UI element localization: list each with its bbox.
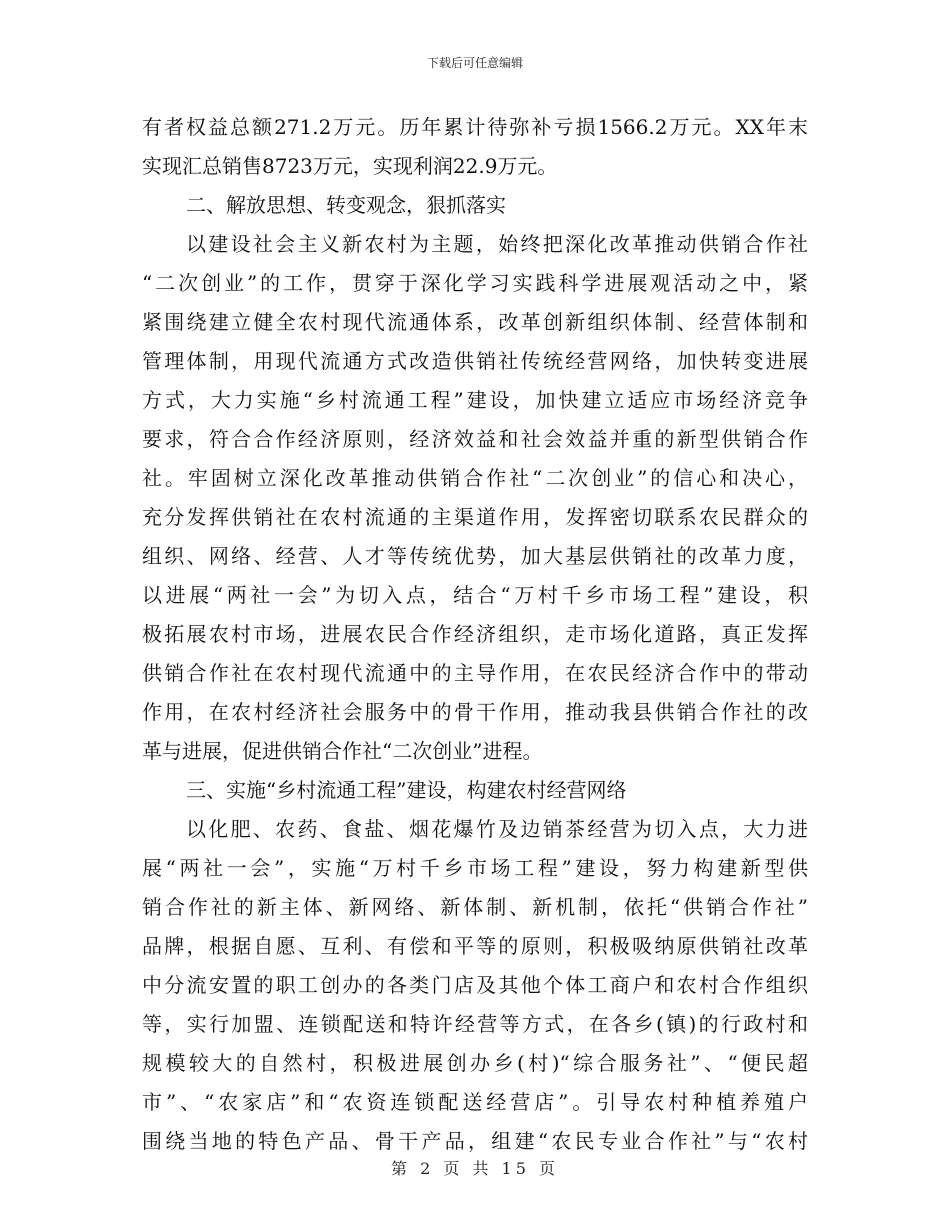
- text-line: 有者权益总额271.2万元。历年累计待弥补亏损1566.2万元。XX年末: [142, 115, 808, 139]
- text-line: 以进展“两社一会”为切入点，结合“万村千乡市场工程”建设，积: [142, 583, 808, 607]
- text-line: 展“两社一会”，实施“万村千乡市场工程”建设，努力构建新型供: [142, 856, 808, 880]
- text-line: 要求，符合合作经济原则，经济效益和社会效益并重的新型供销合作: [142, 427, 808, 451]
- text-line: 以化肥、农药、食盐、烟花爆竹及边销茶经营为切入点，大力进: [186, 817, 808, 841]
- text-line: 社。牢固树立深化改革推动供销合作社“二次创业”的信心和决心，: [142, 466, 808, 490]
- text-line: “二次创业”的工作，贯穿于深化学习实践科学进展观活动之中，紧: [142, 271, 808, 295]
- text-line: 革与进展，促进供销合作社“二次创业”进程。: [142, 739, 543, 763]
- text-line: 充分发挥供销社在农村流通的主渠道作用，发挥密切联系农民群众的: [142, 505, 808, 529]
- text-line: 组织、网络、经营、人才等传统优势，加大基层供销社的改革力度，: [142, 544, 808, 568]
- text-line: 围绕当地的特色产品、骨干产品，组建“农民专业合作社”与“农村: [142, 1129, 808, 1153]
- text-line: 销合作社的新主体、新网络、新体制、新机制，依托“供销合作社”: [142, 895, 808, 919]
- text-line: 实现汇总销售8723万元，实现利润22.9万元。: [142, 154, 558, 178]
- page-header-note: 下载后可任意编辑: [426, 56, 523, 70]
- text-line: 二、解放思想、转变观念，狠抓落实: [186, 193, 506, 217]
- text-line: 紧围绕建立健全农村现代流通体系，改革创新组织体制、经营体制和: [142, 310, 808, 334]
- document-body: [142, 108, 808, 1161]
- text-line: 管理体制，用现代流通方式改造供销社传统经营网络，加快转变进展: [142, 349, 808, 373]
- text-line: 规模较大的自然村，积极进展创办乡(村)“综合服务社”、“便民超: [142, 1051, 808, 1075]
- text-line: 品牌，根据自愿、互利、有偿和平等的原则，积极吸纳原供销社改革: [142, 934, 808, 958]
- text-line: 市”、“农家店”和“农资连锁配送经营店”。引导农村种植养殖户: [142, 1090, 808, 1114]
- text-line: 中分流安置的职工创办的各类门店及其他个体工商户和农村合作组织: [142, 973, 808, 997]
- text-line: 以建设社会主义新农村为主题，始终把深化改革推动供销合作社: [186, 232, 808, 256]
- page-number-footer: 第 2 页 共 15 页: [391, 1159, 559, 1178]
- text-line: 供销合作社在农村现代流通中的主导作用，在农民经济合作中的带动: [142, 661, 808, 685]
- text-line: 等，实行加盟、连锁配送和特许经营等方式，在各乡(镇)的行政村和: [142, 1012, 808, 1036]
- text-line: 方式，大力实施“乡村流通工程”建设，加快建立适应市场经济竞争: [142, 388, 808, 412]
- text-line: 极拓展农村市场，进展农民合作经济组织，走市场化道路，真正发挥: [142, 622, 808, 646]
- text-line: 三、实施“乡村流通工程”建设，构建农村经营网络: [186, 778, 627, 802]
- text-line: 作用，在农村经济社会服务中的骨干作用，推动我县供销合作社的改: [142, 700, 808, 724]
